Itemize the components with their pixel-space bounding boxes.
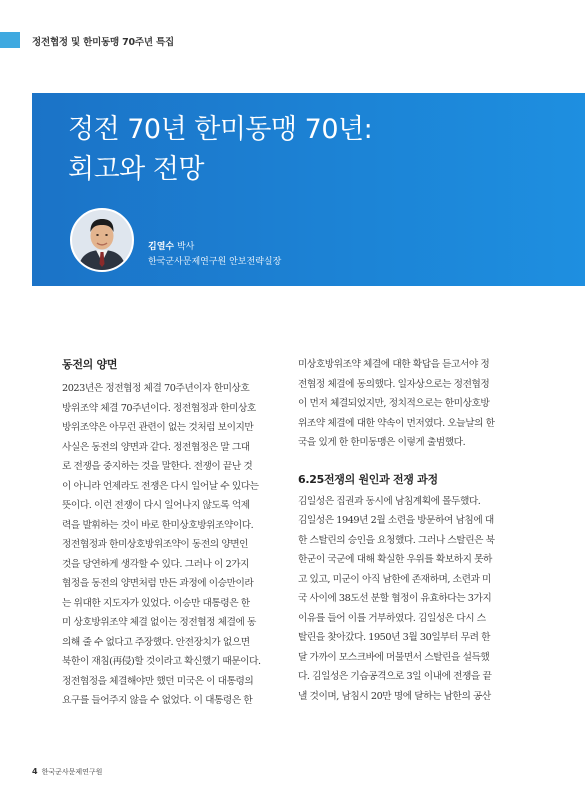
body-text-line: 력을 발휘하는 것이 바로 한미상호방위조약이다. bbox=[62, 519, 254, 531]
body-text-line: 정전협정과 한미상호방위조약이 동전의 양면인 bbox=[62, 539, 249, 550]
body-text-line: 탈린을 찾아갔다. 1950년 3월 30일부터 무려 한 bbox=[298, 632, 491, 643]
article-title bbox=[68, 110, 372, 190]
section-heading-coin: 동전의 양면 bbox=[62, 358, 118, 371]
body-text-line: 전협정 체결에 동의했다. 일자상으로는 정전협정 bbox=[298, 378, 490, 390]
body-text-line: 미 상호방위조약 체결 없이는 정전협정 체결에 동 bbox=[62, 617, 256, 628]
body-text-line: 달 가까이 모스크바에 머물면서 스탈린을 설득했 bbox=[298, 651, 490, 663]
body-text-line: 2023년은 정전협정 체결 70주년이자 한미상호 bbox=[62, 383, 250, 394]
body-text-line: 방위조약 체결 70주년이다. 정전협정과 한미상호 bbox=[62, 402, 256, 414]
author-portrait bbox=[70, 208, 134, 272]
body-text-line: 사실은 동전의 양면과 같다. 정전협정은 말 그대 bbox=[62, 441, 250, 453]
section-heading-war-causes: 6.25전쟁의 원인과 전쟁 과정 bbox=[298, 472, 438, 486]
section-spacer bbox=[298, 453, 526, 470]
body-text-line: 는 위대한 지도자가 있었다. 이승만 대통령은 한 bbox=[62, 597, 250, 609]
body-text-line: 한군이 국군에 대해 확실한 우위를 확보하지 못하 bbox=[298, 554, 492, 565]
body-text-line: 이 아니라 언제라도 전쟁은 다시 일어날 수 있다는 bbox=[62, 480, 259, 492]
header-accent-bar bbox=[0, 32, 20, 48]
body-text-line: 것을 당연하게 생각할 수 있다. 그러나 이 2가지 bbox=[62, 558, 250, 570]
body-text-line: 요구를 들어주지 않을 수 없었다. 이 대통령은 한 bbox=[62, 695, 253, 706]
author-name: 김열수 bbox=[148, 242, 175, 252]
author-byline bbox=[148, 240, 281, 270]
author-portrait-image bbox=[72, 210, 132, 270]
left-column bbox=[62, 355, 290, 711]
body-text-line: 김일성은 1949년 2월 소련을 방문하여 남침에 대 bbox=[298, 515, 494, 526]
body-text-line: 의해 줄 수 없다고 주장했다. 안전장치가 없으면 bbox=[62, 636, 250, 648]
body-text-line: 뜻이다. 이런 전쟁이 다시 일어나지 않도록 억제 bbox=[62, 500, 250, 511]
author-title: 박사 bbox=[174, 242, 195, 252]
body-text-line: 협정을 동전의 양면처럼 만든 과정에 이승만이라 bbox=[62, 578, 254, 589]
body-text-line: 위조약 체결에 대한 약속이 먼저였다. 오늘날의 한 bbox=[298, 417, 495, 429]
author-name-line bbox=[148, 240, 281, 255]
body-text-line: 미상호방위조약 체결에 대한 확답을 듣고서야 정 bbox=[298, 359, 490, 370]
right-column bbox=[298, 355, 526, 706]
body-text-line: 국을 있게 한 한미동맹은 이렇게 출범했다. bbox=[298, 437, 466, 448]
body-text-line: 이유를 들어 이를 거부하였다. 김일성은 다시 스 bbox=[298, 612, 486, 624]
author-affiliation: 한국군사문제연구원 안보전략실장 bbox=[148, 257, 282, 267]
body-text-line: 김일성은 집권과 동시에 남침계획에 몰두했다. bbox=[298, 495, 481, 507]
page-number: 4 bbox=[32, 767, 38, 776]
body-text-line: 다. 김일성은 기습공격으로 3일 이내에 전쟁을 끝 bbox=[298, 671, 492, 682]
body-text-line: 정전협정을 체결해야만 했던 미국은 이 대통령의 bbox=[62, 675, 254, 687]
article-title-line-2: 회고와 전망 bbox=[68, 154, 204, 185]
publisher-name: 한국군사문제연구원 bbox=[41, 768, 103, 776]
body-text-line: 방위조약은 아무런 관련이 없는 것처럼 보이지만 bbox=[62, 422, 254, 433]
body-text-line: 이 먼저 체결되었지만, 정치적으로는 한미상호방 bbox=[298, 398, 490, 409]
body-text-line: 북한이 재침(再侵)할 것이라고 확신했기 때문이다. bbox=[62, 656, 261, 667]
running-head: 정전협정 및 한미동맹 70주년 특집 bbox=[32, 37, 174, 48]
article-title-line-1: 정전 70년 한미동맹 70년: bbox=[68, 114, 373, 145]
body-text-line: 한 스탈린의 승인을 요청했다. 그러나 스탈린은 북 bbox=[298, 534, 495, 546]
page-footer bbox=[32, 767, 102, 777]
body-text-line: 고 있고, 미군이 아직 남한에 존재하며, 소련과 미 bbox=[298, 573, 491, 585]
body-text-line: 낼 것이며, 남침시 20만 명에 달하는 남한의 공산 bbox=[298, 690, 491, 702]
body-text-line: 로 전쟁을 중지하는 것을 말한다. 전쟁이 끝난 것 bbox=[62, 461, 253, 472]
body-text-line: 국 사이에 38도선 분할 협정이 유효하다는 3가지 bbox=[298, 593, 492, 604]
